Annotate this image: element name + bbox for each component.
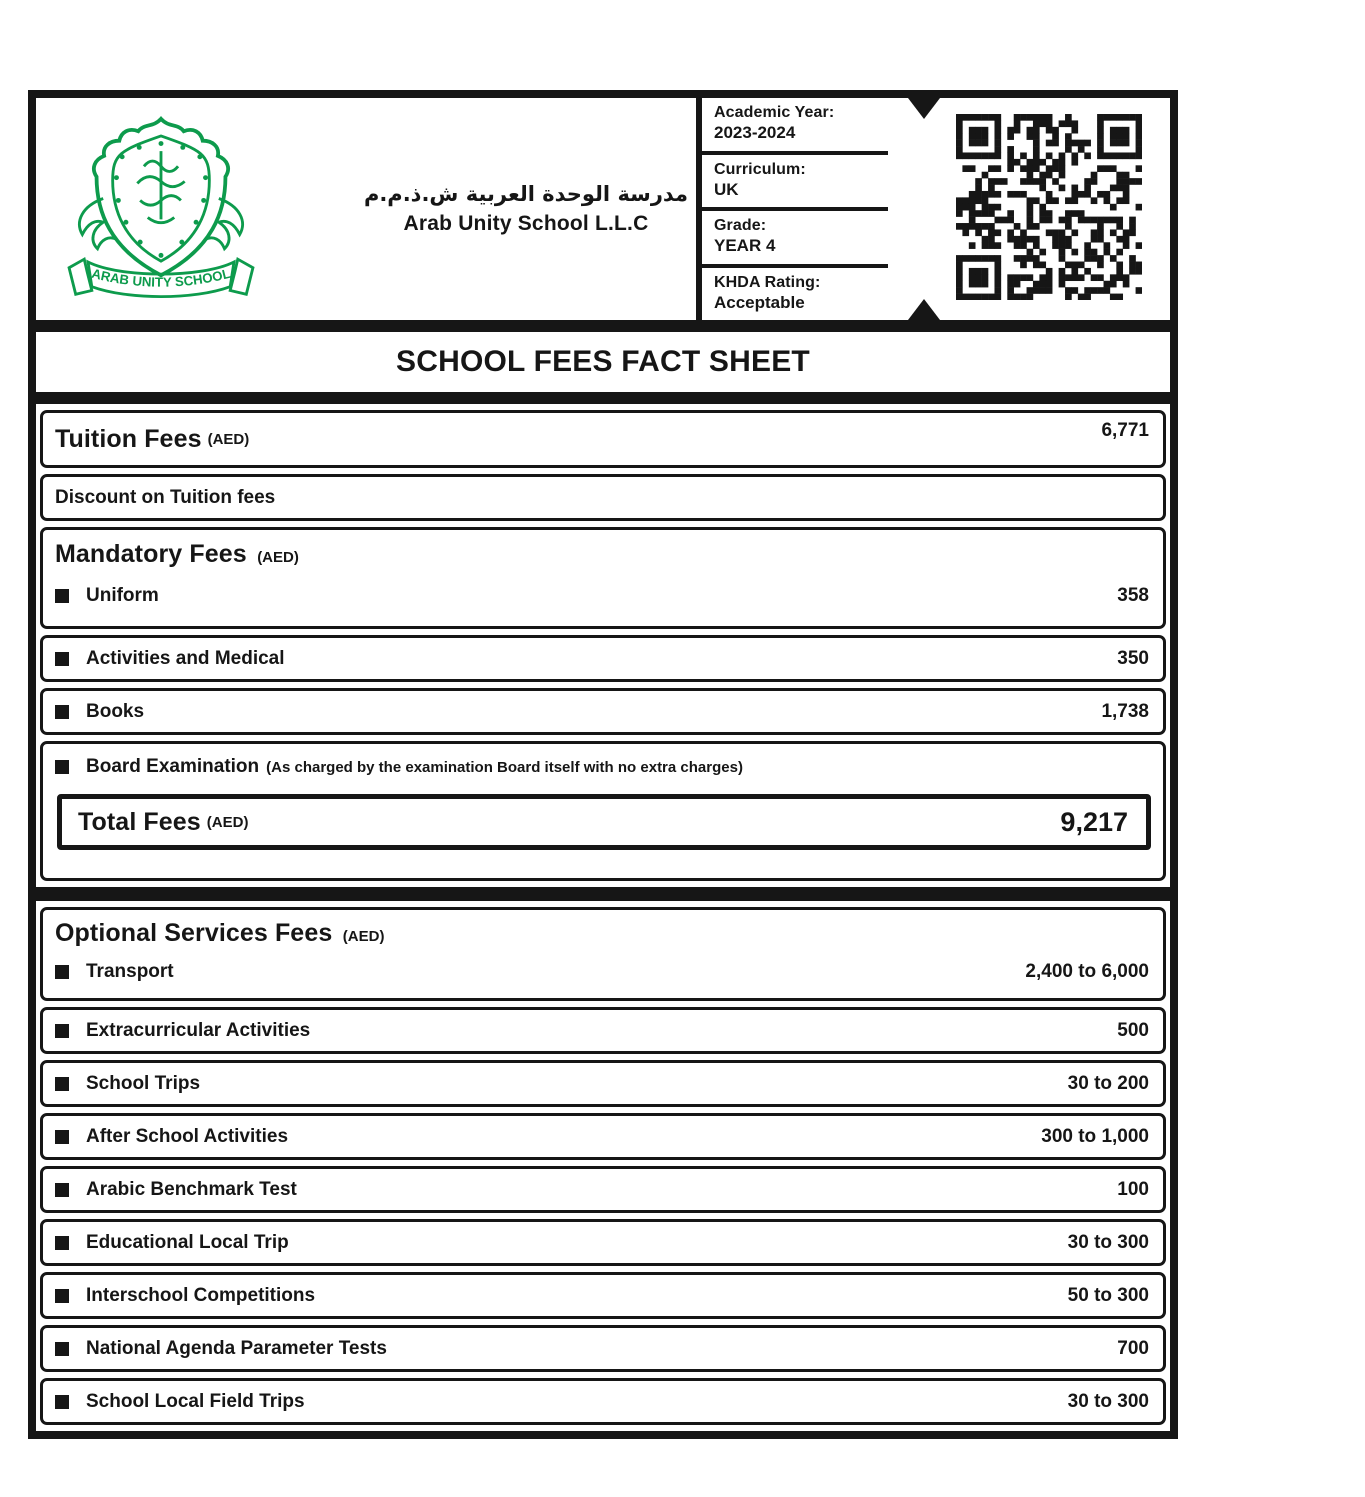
fee-row-extracurricular bbox=[40, 1007, 1166, 1054]
fee-row-school-local-field-trips bbox=[40, 1378, 1166, 1425]
info-label: Curriculum: bbox=[714, 160, 806, 178]
discount-row bbox=[40, 474, 1166, 521]
fee-label: Board Examination bbox=[86, 756, 260, 777]
fee-label: School Local Field Trips bbox=[86, 1390, 305, 1412]
info-value: YEAR 4 bbox=[714, 236, 776, 255]
fee-note: (As charged by the examination Board itself with no extra charges) bbox=[266, 758, 743, 776]
board-examination-group bbox=[40, 741, 1166, 881]
triangle-marker-top bbox=[908, 98, 940, 119]
square-bullet-icon bbox=[55, 1130, 69, 1144]
school-logo bbox=[52, 106, 270, 310]
square-bullet-icon bbox=[55, 965, 69, 979]
fee-value: 30 to 300 bbox=[1067, 1231, 1149, 1253]
optional-fees-group bbox=[40, 907, 1166, 1001]
triangle-marker-bottom bbox=[908, 299, 940, 320]
mandatory-heading-unit: (AED) bbox=[257, 549, 299, 566]
fee-row-after-school-activities bbox=[40, 1113, 1166, 1160]
tuition-fees-unit: (AED) bbox=[207, 430, 250, 448]
fee-row-transport bbox=[55, 961, 1149, 983]
square-bullet-icon bbox=[55, 589, 69, 603]
fee-label: Educational Local Trip bbox=[86, 1231, 289, 1253]
mandatory-heading-label: Mandatory Fees bbox=[55, 540, 247, 568]
fee-label: Transport bbox=[86, 961, 174, 982]
square-bullet-icon bbox=[55, 1342, 69, 1356]
info-value: Acceptable bbox=[714, 292, 805, 312]
fee-row-educational-local-trip bbox=[40, 1219, 1166, 1266]
fee-row-arabic-benchmark-test bbox=[40, 1166, 1166, 1213]
fee-label: Extracurricular Activities bbox=[86, 1019, 311, 1041]
fee-row-activities-medical bbox=[40, 635, 1166, 682]
fee-value: 100 bbox=[1117, 1178, 1149, 1200]
square-bullet-icon bbox=[55, 705, 69, 719]
square-bullet-icon bbox=[55, 1289, 69, 1303]
total-fees-value: 9,217 bbox=[1060, 806, 1128, 837]
school-name-english: Arab Unity School L.L.C bbox=[403, 212, 649, 235]
fact-sheet-document bbox=[28, 90, 1178, 1439]
fee-row-national-agenda-tests bbox=[40, 1325, 1166, 1372]
section-divider bbox=[36, 392, 1170, 404]
fee-row-board-examination bbox=[55, 756, 1153, 778]
info-value: 2023-2024 bbox=[714, 123, 796, 142]
fee-label: School Trips bbox=[86, 1072, 201, 1094]
mandatory-fees-heading bbox=[55, 540, 1149, 569]
school-name-block bbox=[346, 182, 706, 236]
page-title: SCHOOL FEES FACT SHEET bbox=[396, 345, 810, 378]
fee-row-school-trips bbox=[40, 1060, 1166, 1107]
fee-row-interschool-competitions bbox=[40, 1272, 1166, 1319]
mandatory-fees-group bbox=[40, 527, 1166, 629]
fee-label: Arabic Benchmark Test bbox=[86, 1178, 297, 1200]
info-row-grade bbox=[702, 207, 888, 264]
fee-value: 300 to 1,000 bbox=[1041, 1125, 1149, 1147]
info-label: Academic Year: bbox=[714, 104, 835, 121]
fee-value: 350 bbox=[1117, 647, 1149, 669]
info-label: KHDA Rating: bbox=[714, 273, 821, 291]
info-row-academic-year bbox=[702, 98, 888, 151]
square-bullet-icon bbox=[55, 760, 69, 774]
fee-value: 358 bbox=[1117, 585, 1149, 606]
square-bullet-icon bbox=[55, 1183, 69, 1197]
section-divider bbox=[36, 887, 1170, 901]
logo-banner-text: ARAB UNITY SCHOOL bbox=[90, 265, 232, 290]
square-bullet-icon bbox=[55, 652, 69, 666]
fee-value: 1,738 bbox=[1101, 700, 1149, 722]
fee-label: Interschool Competitions bbox=[86, 1284, 316, 1306]
optional-fees-heading bbox=[55, 919, 1149, 948]
fee-value: 30 to 300 bbox=[1067, 1390, 1149, 1412]
fee-value: 500 bbox=[1117, 1019, 1149, 1041]
fee-value: 700 bbox=[1117, 1337, 1149, 1359]
discount-label: Discount on Tuition fees bbox=[55, 486, 276, 508]
fee-value: 50 to 300 bbox=[1067, 1284, 1149, 1306]
info-value: UK bbox=[714, 179, 739, 199]
info-label: Grade: bbox=[714, 217, 767, 234]
fee-row-books bbox=[40, 688, 1166, 735]
info-row-khda-rating bbox=[702, 264, 888, 321]
square-bullet-icon bbox=[55, 1236, 69, 1250]
optional-heading-unit: (AED) bbox=[342, 928, 385, 945]
tuition-fees-row bbox=[40, 410, 1166, 468]
info-panel bbox=[702, 98, 888, 320]
fee-row-uniform bbox=[55, 585, 1149, 607]
mandatory-section bbox=[36, 404, 1170, 881]
fee-label: Activities and Medical bbox=[86, 647, 285, 669]
document-header bbox=[36, 98, 1170, 320]
fee-label: Books bbox=[86, 700, 145, 722]
total-fees-box bbox=[57, 794, 1151, 850]
qr-code bbox=[956, 114, 1142, 300]
tuition-fees-label: Tuition Fees bbox=[55, 424, 202, 453]
title-bar bbox=[36, 332, 1170, 392]
square-bullet-icon bbox=[55, 1395, 69, 1409]
square-bullet-icon bbox=[55, 1024, 69, 1038]
fee-label: Uniform bbox=[86, 585, 159, 606]
fee-label: After School Activities bbox=[86, 1125, 289, 1147]
optional-section bbox=[36, 901, 1170, 1425]
optional-heading-label: Optional Services Fees bbox=[55, 919, 333, 947]
school-name-arabic: مدرسة الوحدة العربية ش.ذ.م.م bbox=[363, 182, 689, 206]
section-divider bbox=[36, 320, 1170, 332]
fee-value: 30 to 200 bbox=[1067, 1072, 1149, 1094]
fee-label: National Agenda Parameter Tests bbox=[86, 1337, 387, 1359]
tuition-fees-value: 6,771 bbox=[1101, 420, 1149, 441]
total-fees-label: Total Fees bbox=[78, 807, 201, 836]
total-fees-unit: (AED) bbox=[206, 813, 249, 831]
square-bullet-icon bbox=[55, 1077, 69, 1091]
fee-value: 2,400 to 6,000 bbox=[1025, 961, 1149, 982]
info-row-curriculum bbox=[702, 151, 888, 208]
